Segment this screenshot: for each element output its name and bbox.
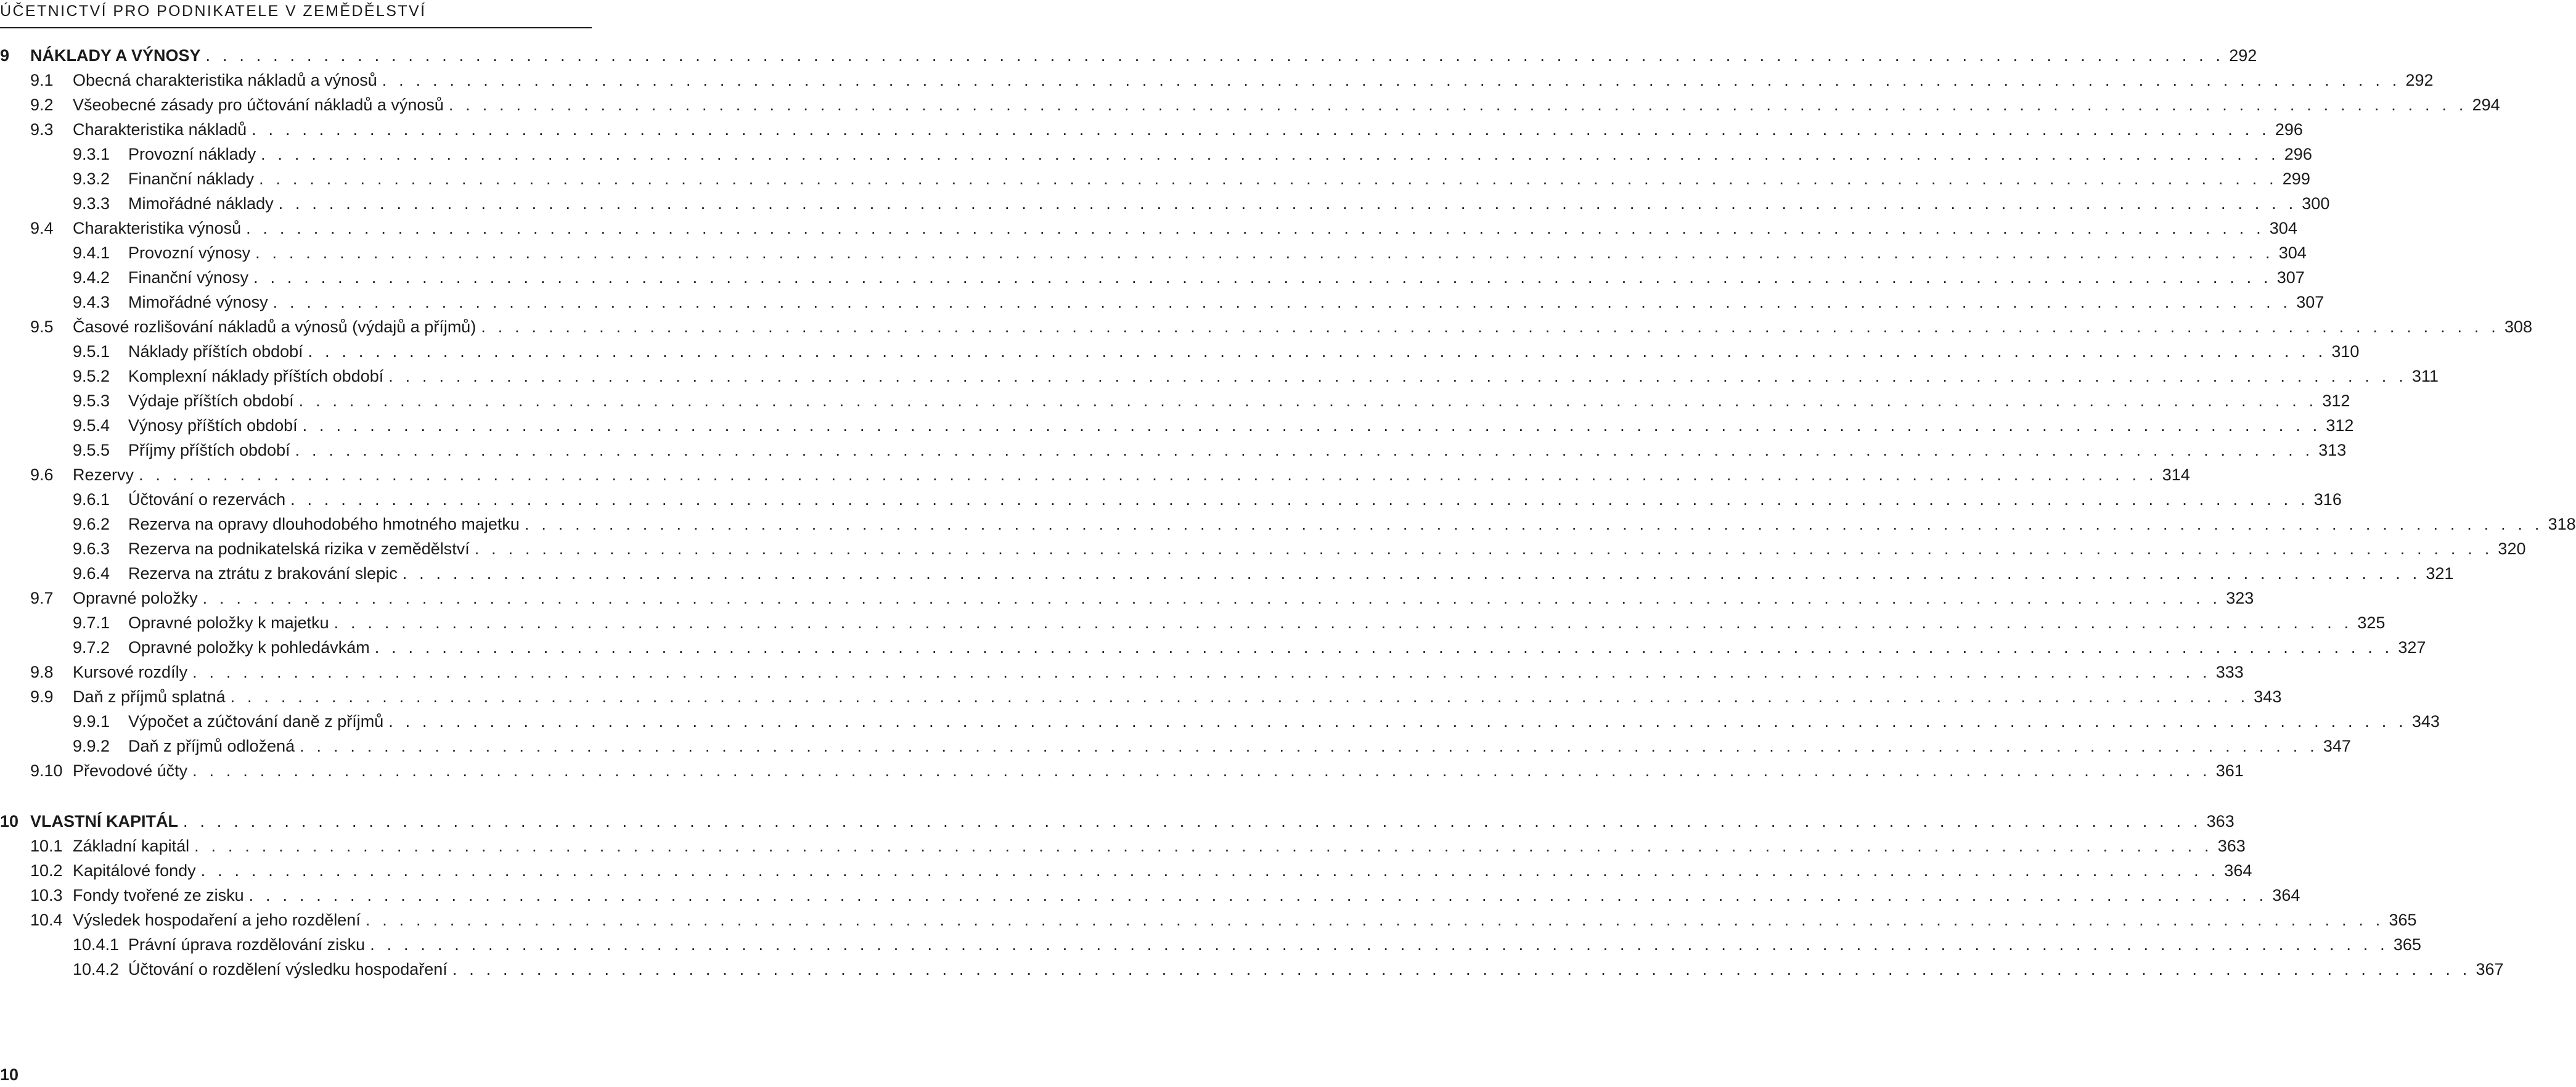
toc-entry-10-1 <box>0 834 2246 858</box>
toc-entry-9-4-1 <box>0 240 2307 265</box>
toc-entry-title: Rezerva na ztrátu z brakování slepic <box>128 564 398 583</box>
toc-entry-title: Náklady příštích období <box>128 342 303 361</box>
toc-entry-number: 9.6.3 <box>73 539 110 558</box>
dot-leader: . . . . . . . . . . . . . . . . . . . . . . . . . . . . . . . . . . . . . . . . . . . . . . . . . . . . . . . . . . . . . . . . . . . . . . . . . . . . . . . . . . . . . . . . . . . . . . . . . . . . . . . . . . . . . . . . . . . . . . . . <box>481 318 2500 336</box>
toc-entry-9-9 <box>0 684 2282 709</box>
toc-chapter-9 <box>0 43 2576 783</box>
toc-entry-page: 312 <box>2322 392 2350 410</box>
toc-entry-title: Účtování o rozdělení výsledku hospodaření <box>128 960 448 978</box>
toc-entry-page: 343 <box>2254 687 2282 706</box>
toc-entry-number: 9.9.2 <box>73 737 110 755</box>
toc-entry-10-4-1 <box>0 932 2421 957</box>
toc-entry-9-10 <box>0 758 2244 783</box>
toc-entry-9-5-1 <box>0 339 2360 364</box>
toc-entry-number: 9.9.1 <box>73 712 110 731</box>
toc-entry-9-9-2 <box>0 734 2351 758</box>
toc-entry-number: 9 <box>0 46 10 65</box>
dot-leader: . . . . . . . . . . . . . . . . . . . . . . . . . . . . . . . . . . . . . . . . . . . . . . . . . . . . . . . . . . . . . . . . . . . . . . . . . . . . . . . . . . . . . . . . . . . . . . . . . . . . . . . . . . . . . . . . . . . . . . . . <box>302 416 2321 435</box>
dot-leader: . . . . . . . . . . . . . . . . . . . . . . . . . . . . . . . . . . . . . . . . . . . . . . . . . . . . . . . . . . . . . . . . . . . . . . . . . . . . . . . . . . . . . . . . . . . . . . . . . . . . . . . . . . . . . . . . . . . . . . . . <box>278 194 2297 213</box>
dot-leader: . . . . . . . . . . . . . . . . . . . . . . . . . . . . . . . . . . . . . . . . . . . . . . . . . . . . . . . . . . . . . . . . . . . . . . . . . . . . . . . . . . . . . . . . . . . . . . . . . . . . . . . . . . . . . . . . . . . . . . . . <box>194 837 2213 855</box>
toc-entry-number: 9.3 <box>30 120 54 139</box>
toc-entry-9-7-1 <box>0 610 2386 635</box>
toc-entry-9-4-3 <box>0 290 2325 314</box>
dot-leader: . . . . . . . . . . . . . . . . . . . . . . . . . . . . . . . . . . . . . . . . . . . . . . . . . . . . . . . . . . . . . . . . . . . . . . . . . . . . . . . . . . . . . . . . . . . . . . . . . . . . . . . . . . . . . . . . . . . . . . . . <box>365 911 2384 929</box>
toc-entry-number: 9.6.4 <box>73 564 110 583</box>
toc-entry-number: 9.5.1 <box>73 342 110 361</box>
toc-entry-number: 9.6.1 <box>73 490 110 509</box>
toc-entry-9-6-3 <box>0 536 2526 561</box>
toc-entry-page: 363 <box>2206 812 2235 831</box>
dot-leader: . . . . . . . . . . . . . . . . . . . . . . . . . . . . . . . . . . . . . . . . . . . . . . . . . . . . . . . . . . . . . . . . . . . . . . . . . . . . . . . . . . . . . . . . . . . . . . . . . . . . . . . . . . . . . . . . . . . . . . . . <box>295 441 2314 459</box>
toc-entry-9-3-1 <box>0 142 2312 166</box>
toc-entry-page: 304 <box>2269 219 2297 237</box>
dot-leader: . . . . . . . . . . . . . . . . . . . . . . . . . . . . . . . . . . . . . . . . . . . . . . . . . . . . . . . . . . . . . . . . . . . . . . . . . . . . . . . . . . . . . . . . . . . . . . . . . . . . . . . . . . . . . . . . . . . . . . . . <box>474 539 2493 558</box>
toc-entry-page: 312 <box>2326 416 2354 435</box>
dot-leader: . . . . . . . . . . . . . . . . . . . . . . . . . . . . . . . . . . . . . . . . . . . . . . . . . . . . . . . . . . . . . . . . . . . . . . . . . . . . . . . . . . . . . . . . . . . . . . . . . . . . . . . . . . . . . . . . . . . . . . . . <box>370 935 2389 954</box>
toc-entry-9-3 <box>0 117 2303 142</box>
toc-entry-title: Opravné položky k majetku <box>128 613 329 632</box>
toc-entry-title: Finanční výnosy <box>128 268 249 287</box>
toc-entry-page: 333 <box>2215 663 2244 681</box>
toc-entry-chapter-9 <box>0 43 2257 68</box>
dot-leader: . . . . . . . . . . . . . . . . . . . . . . . . . . . . . . . . . . . . . . . . . . . . . . . . . . . . . . . . . . . . . . . . . . . . . . . . . . . . . . . . . . . . . . . . . . . . . . . . . . . . . . . . . . . . . . . . . . . . . . . . <box>259 170 2278 188</box>
toc-entry-page: 367 <box>2476 960 2504 978</box>
toc-entry-number: 9.2 <box>30 96 54 114</box>
toc-entry-page: 292 <box>2229 46 2257 65</box>
dot-leader: . . . . . . . . . . . . . . . . . . . . . . . . . . . . . . . . . . . . . . . . . . . . . . . . . . . . . . . . . . . . . . . . . . . . . . . . . . . . . . . . . . . . . . . . . . . . . . . . . . . . . . . . . . . . . . . . . . . . . . . . <box>290 490 2309 509</box>
toc-entry-page: 307 <box>2276 268 2305 287</box>
toc-entry-page: 320 <box>2498 539 2526 558</box>
toc-entry-number: 9.4.3 <box>73 293 110 311</box>
dot-leader: . . . . . . . . . . . . . . . . . . . . . . . . . . . . . . . . . . . . . . . . . . . . . . . . . . . . . . . . . . . . . . . . . . . . . . . . . . . . . . . . . . . . . . . . . . . . . . . . . . . . . . . . . . . . . . . . . . . . . . . . <box>205 46 2225 65</box>
toc-entry-number: 9.10 <box>30 761 63 780</box>
toc-entry-page: 299 <box>2282 170 2310 188</box>
dot-leader: . . . . . . . . . . . . . . . . . . . . . . . . . . . . . . . . . . . . . . . . . . . . . . . . . . . . . . . . . . . . . . . . . . . . . . . . . . . . . . . . . . . . . . . . . . . . . . . . . . . . . . . . . . . . . . . . . . . . . . . . <box>255 244 2274 262</box>
toc-entry-page: 296 <box>2284 145 2312 163</box>
dot-leader: . . . . . . . . . . . . . . . . . . . . . . . . . . . . . . . . . . . . . . . . . . . . . . . . . . . . . . . . . . . . . . . . . . . . . . . . . . . . . . . . . . . . . . . . . . . . . . . . . . . . . . . . . . . . . . . . . . . . . . . . <box>308 342 2327 361</box>
toc-entry-number: 9.7.2 <box>73 638 110 657</box>
dot-leader: . . . . . . . . . . . . . . . . . . . . . . . . . . . . . . . . . . . . . . . . . . . . . . . . . . . . . . . . . . . . . . . . . . . . . . . . . . . . . . . . . . . . . . . . . . . . . . . . . . . . . . . . . . . . . . . . . . . . . . . . <box>192 761 2211 780</box>
toc-entry-page: 327 <box>2398 638 2426 657</box>
toc-entry-title: Převodové účty <box>73 761 188 780</box>
dot-leader: . . . . . . . . . . . . . . . . . . . . . . . . . . . . . . . . . . . . . . . . . . . . . . . . . . . . . . . . . . . . . . . . . . . . . . . . . . . . . . . . . . . . . . . . . . . . . . . . . . . . . . . . . . . . . . . . . . . . . . . . <box>192 663 2211 681</box>
toc-chapter-10 <box>0 809 2504 982</box>
toc-entry-9-3-3 <box>0 191 2330 216</box>
toc-entry-9-5 <box>0 314 2533 339</box>
toc-entry-10-3 <box>0 883 2300 908</box>
toc-entry-title: Právní úprava rozdělování zisku <box>128 935 366 954</box>
toc-entry-title: Kursové rozdíly <box>73 663 188 681</box>
toc-entry-number: 10.4.1 <box>73 935 120 954</box>
toc-entry-page: 321 <box>2426 564 2454 583</box>
toc-entry-title: Charakteristika výnosů <box>73 219 242 237</box>
toc-entry-number: 9.9 <box>30 687 54 706</box>
dot-leader: . . . . . . . . . . . . . . . . . . . . . . . . . . . . . . . . . . . . . . . . . . . . . . . . . . . . . . . . . . . . . . . . . . . . . . . . . . . . . . . . . . . . . . . . . . . . . . . . . . . . . . . . . . . . . . . . . . . . . . . . <box>248 886 2268 904</box>
toc-entry-page: 365 <box>2389 911 2417 929</box>
toc-entry-title: Opravné položky k pohledávkám <box>128 638 370 657</box>
toc-entry-page: 323 <box>2226 589 2254 607</box>
toc-entry-9-4-2 <box>0 265 2305 290</box>
dot-leader: . . . . . . . . . . . . . . . . . . . . . . . . . . . . . . . . . . . . . . . . . . . . . . . . . . . . . . . . . . . . . . . . . . . . . . . . . . . . . . . . . . . . . . . . . . . . . . . . . . . . . . . . . . . . . . . . . . . . . . . . <box>183 812 2202 831</box>
toc-entry-title: Všeobecné zásady pro účtování nákladů a výnosů <box>73 96 444 114</box>
toc-entry-page: 310 <box>2331 342 2360 361</box>
toc-entry-title: Daň z příjmů odložená <box>128 737 295 755</box>
toc-entry-page: 365 <box>2393 935 2421 954</box>
dot-leader: . . . . . . . . . . . . . . . . . . . . . . . . . . . . . . . . . . . . . . . . . . . . . . . . . . . . . . . . . . . . . . . . . . . . . . . . . . . . . . . . . . . . . . . . . . . . . . . . . . . . . . . . . . . . . . . . . . . . . . . . <box>388 712 2407 731</box>
toc-entry-number: 9.4.2 <box>73 268 110 287</box>
toc-entry-number: 10.2 <box>30 861 63 880</box>
dot-leader: . . . . . . . . . . . . . . . . . . . . . . . . . . . . . . . . . . . . . . . . . . . . . . . . . . . . . . . . . . . . . . . . . . . . . . . . . . . . . . . . . . . . . . . . . . . . . . . . . . . . . . . . . . . . . . . . . . . . . . . . <box>524 515 2543 533</box>
toc-entry-10-2 <box>0 858 2252 883</box>
dot-leader: . . . . . . . . . . . . . . . . . . . . . . . . . . . . . . . . . . . . . . . . . . . . . . . . . . . . . . . . . . . . . . . . . . . . . . . . . . . . . . . . . . . . . . . . . . . . . . . . . . . . . . . . . . . . . . . . . . . . . . . . <box>272 293 2292 311</box>
toc-entry-9-7-2 <box>0 635 2426 660</box>
toc-entry-number: 10.3 <box>30 886 63 904</box>
toc-entry-title: Výnosy příštích období <box>128 416 298 435</box>
toc-entry-9-6 <box>0 462 2190 487</box>
toc-entry-10-4-2 <box>0 957 2504 982</box>
toc-entry-number: 9.7 <box>30 589 54 607</box>
toc-entry-title: Fondy tvořené ze zisku <box>73 886 244 904</box>
toc-entry-page: 292 <box>2405 71 2434 89</box>
toc-entry-9-5-5 <box>0 438 2347 462</box>
toc-entry-title: Časové rozlišování nákladů a výnosů (výdajů a příjmů) <box>73 318 476 336</box>
dot-leader: . . . . . . . . . . . . . . . . . . . . . . . . . . . . . . . . . . . . . . . . . . . . . . . . . . . . . . . . . . . . . . . . . . . . . . . . . . . . . . . . . . . . . . . . . . . . . . . . . . . . . . . . . . . . . . . . . . . . . . . . <box>374 638 2394 657</box>
toc-entry-chapter-10 <box>0 809 2235 834</box>
toc-entry-title: Opravné položky <box>73 589 198 607</box>
toc-entry-title: Rezerva na opravy dlouhodobého hmotného majetku <box>128 515 520 533</box>
dot-leader: . . . . . . . . . . . . . . . . . . . . . . . . . . . . . . . . . . . . . . . . . . . . . . . . . . . . . . . . . . . . . . . . . . . . . . . . . . . . . . . . . . . . . . . . . . . . . . . . . . . . . . . . . . . . . . . . . . . . . . . . <box>402 564 2421 583</box>
toc-entry-number: 10.1 <box>30 837 63 855</box>
toc-entry-title: Provozní náklady <box>128 145 256 163</box>
toc-entry-9-6-1 <box>0 487 2342 512</box>
toc-entry-page: 364 <box>2224 861 2252 880</box>
toc-entry-title: Rezervy <box>73 466 134 484</box>
dot-leader: . . . . . . . . . . . . . . . . . . . . . . . . . . . . . . . . . . . . . . . . . . . . . . . . . . . . . . . . . . . . . . . . . . . . . . . . . . . . . . . . . . . . . . . . . . . . . . . . . . . . . . . . . . . . . . . . . . . . . . . . <box>261 145 2280 163</box>
toc-entry-page: 325 <box>2357 613 2386 632</box>
toc-entry-page: 313 <box>2318 441 2347 459</box>
toc-entry-number: 9.5.4 <box>73 416 110 435</box>
toc-entry-title: Základní kapitál <box>73 837 190 855</box>
toc-entry-page: 304 <box>2278 244 2307 262</box>
toc-entry-page: 364 <box>2272 886 2300 904</box>
toc-entry-title: Výpočet a zúčtování daně z příjmů <box>128 712 384 731</box>
toc-entry-page: 347 <box>2323 737 2351 755</box>
toc-entry-10-4 <box>0 908 2417 932</box>
dot-leader: . . . . . . . . . . . . . . . . . . . . . . . . . . . . . . . . . . . . . . . . . . . . . . . . . . . . . . . . . . . . . . . . . . . . . . . . . . . . . . . . . . . . . . . . . . . . . . . . . . . . . . . . . . . . . . . . . . . . . . . . <box>253 268 2272 287</box>
toc-entry-title: Daň z příjmů splatná <box>73 687 226 706</box>
toc-entry-page: 300 <box>2302 194 2330 213</box>
toc-entry-number: 9.4 <box>30 219 54 237</box>
toc-entry-title: VLASTNÍ KAPITÁL <box>30 812 178 831</box>
dot-leader: . . . . . . . . . . . . . . . . . . . . . . . . . . . . . . . . . . . . . . . . . . . . . . . . . . . . . . . . . . . . . . . . . . . . . . . . . . . . . . . . . . . . . . . . . . . . . . . . . . . . . . . . . . . . . . . . . . . . . . . . <box>388 367 2407 385</box>
toc-entry-page: 361 <box>2215 761 2244 780</box>
table-of-contents <box>0 43 2576 982</box>
toc-entry-9-7 <box>0 586 2254 610</box>
dot-leader: . . . . . . . . . . . . . . . . . . . . . . . . . . . . . . . . . . . . . . . . . . . . . . . . . . . . . . . . . . . . . . . . . . . . . . . . . . . . . . . . . . . . . . . . . . . . . . . . . . . . . . . . . . . . . . . . . . . . . . . . <box>452 960 2471 978</box>
toc-entry-number: 9.3.2 <box>73 170 110 188</box>
toc-entry-page: 363 <box>2217 837 2246 855</box>
toc-entry-page: 307 <box>2296 293 2325 311</box>
toc-entry-number: 9.3.1 <box>73 145 110 163</box>
dot-leader: . . . . . . . . . . . . . . . . . . . . . . . . . . . . . . . . . . . . . . . . . . . . . . . . . . . . . . . . . . . . . . . . . . . . . . . . . . . . . . . . . . . . . . . . . . . . . . . . . . . . . . . . . . . . . . . . . . . . . . . . <box>300 737 2318 755</box>
toc-entry-number: 9.1 <box>30 71 54 89</box>
toc-entry-9-5-3 <box>0 388 2350 413</box>
toc-entry-title: Účtování o rezervách <box>128 490 286 509</box>
dot-leader: . . . . . . . . . . . . . . . . . . . . . . . . . . . . . . . . . . . . . . . . . . . . . . . . . . . . . . . . . . . . . . . . . . . . . . . . . . . . . . . . . . . . . . . . . . . . . . . . . . . . . . . . . . . . . . . . . . . . . . . . <box>333 613 2353 632</box>
toc-entry-number: 9.5.2 <box>73 367 110 385</box>
toc-entry-number: 9.3.3 <box>73 194 110 213</box>
header-rule <box>0 27 592 28</box>
toc-entry-title: Charakteristika nákladů <box>73 120 247 139</box>
toc-entry-number: 9.4.1 <box>73 244 110 262</box>
toc-entry-number: 9.5 <box>30 318 54 336</box>
page-number: 10 <box>0 1065 19 1084</box>
dot-leader: . . . . . . . . . . . . . . . . . . . . . . . . . . . . . . . . . . . . . . . . . . . . . . . . . . . . . . . . . . . . . . . . . . . . . . . . . . . . . . . . . . . . . . . . . . . . . . . . . . . . . . . . . . . . . . . . . . . . . . . . <box>202 589 2222 607</box>
toc-entry-9-1 <box>0 68 2434 92</box>
toc-entry-9-9-1 <box>0 709 2440 734</box>
toc-entry-9-2 <box>0 92 2500 117</box>
toc-entry-9-4 <box>0 216 2297 240</box>
toc-entry-number: 9.5.5 <box>73 441 110 459</box>
toc-entry-page: 343 <box>2411 712 2440 731</box>
dot-leader: . . . . . . . . . . . . . . . . . . . . . . . . . . . . . . . . . . . . . . . . . . . . . . . . . . . . . . . . . . . . . . . . . . . . . . . . . . . . . . . . . . . . . . . . . . . . . . . . . . . . . . . . . . . . . . . . . . . . . . . . <box>139 466 2157 484</box>
dot-leader: . . . . . . . . . . . . . . . . . . . . . . . . . . . . . . . . . . . . . . . . . . . . . . . . . . . . . . . . . . . . . . . . . . . . . . . . . . . . . . . . . . . . . . . . . . . . . . . . . . . . . . . . . . . . . . . . . . . . . . . . <box>298 392 2318 410</box>
toc-entry-number: 9.6.2 <box>73 515 110 533</box>
toc-entry-9-6-2 <box>0 512 2576 536</box>
running-header: ÚČETNICTVÍ PRO PODNIKATELE V ZEMĚDĚLSTVÍ <box>0 2 427 20</box>
dot-leader: . . . . . . . . . . . . . . . . . . . . . . . . . . . . . . . . . . . . . . . . . . . . . . . . . . . . . . . . . . . . . . . . . . . . . . . . . . . . . . . . . . . . . . . . . . . . . . . . . . . . . . . . . . . . . . . . . . . . . . . . <box>246 219 2265 237</box>
toc-entry-number: 9.6 <box>30 466 54 484</box>
toc-entry-title: Mimořádné výnosy <box>128 293 268 311</box>
dot-leader: . . . . . . . . . . . . . . . . . . . . . . . . . . . . . . . . . . . . . . . . . . . . . . . . . . . . . . . . . . . . . . . . . . . . . . . . . . . . . . . . . . . . . . . . . . . . . . . . . . . . . . . . . . . . . . . . . . . . . . . . <box>200 861 2220 880</box>
dot-leader: . . . . . . . . . . . . . . . . . . . . . . . . . . . . . . . . . . . . . . . . . . . . . . . . . . . . . . . . . . . . . . . . . . . . . . . . . . . . . . . . . . . . . . . . . . . . . . . . . . . . . . . . . . . . . . . . . . . . . . . . <box>382 71 2401 89</box>
toc-entry-title: Finanční náklady <box>128 170 255 188</box>
toc-entry-number: 10.4.2 <box>73 960 120 978</box>
toc-entry-title: Obecná charakteristika nákladů a výnosů <box>73 71 377 89</box>
toc-entry-9-3-2 <box>0 166 2310 191</box>
toc-entry-9-8 <box>0 660 2244 684</box>
toc-entry-number: 9.7.1 <box>73 613 110 632</box>
toc-entry-title: Výsledek hospodaření a jeho rozdělení <box>73 911 361 929</box>
toc-entry-number: 9.5.3 <box>73 392 110 410</box>
toc-entry-title: Příjmy příštích období <box>128 441 290 459</box>
toc-entry-title: Komplexní náklady příštích období <box>128 367 384 385</box>
toc-entry-number: 10 <box>0 812 19 831</box>
toc-entry-title: Výdaje příštích období <box>128 392 294 410</box>
toc-entry-title: Rezerva na podnikatelská rizika v zemědělství <box>128 539 470 558</box>
toc-entry-page: 308 <box>2504 318 2533 336</box>
dot-leader: . . . . . . . . . . . . . . . . . . . . . . . . . . . . . . . . . . . . . . . . . . . . . . . . . . . . . . . . . . . . . . . . . . . . . . . . . . . . . . . . . . . . . . . . . . . . . . . . . . . . . . . . . . . . . . . . . . . . . . . . <box>448 96 2468 114</box>
toc-entry-page: 296 <box>2275 120 2303 139</box>
toc-entry-page: 318 <box>2548 515 2576 533</box>
toc-entry-page: 311 <box>2411 367 2439 385</box>
toc-entry-9-6-4 <box>0 561 2454 586</box>
toc-entry-title: Mimořádné náklady <box>128 194 274 213</box>
toc-entry-9-5-4 <box>0 413 2354 438</box>
toc-entry-9-5-2 <box>0 364 2439 388</box>
toc-entry-page: 294 <box>2472 96 2500 114</box>
toc-entry-page: 316 <box>2313 490 2342 509</box>
toc-entry-page: 314 <box>2162 466 2190 484</box>
toc-entry-title: Kapitálové fondy <box>73 861 196 880</box>
dot-leader: . . . . . . . . . . . . . . . . . . . . . . . . . . . . . . . . . . . . . . . . . . . . . . . . . . . . . . . . . . . . . . . . . . . . . . . . . . . . . . . . . . . . . . . . . . . . . . . . . . . . . . . . . . . . . . . . . . . . . . . . <box>251 120 2270 139</box>
toc-entry-title: NÁKLADY A VÝNOSY <box>30 46 201 65</box>
toc-entry-number: 9.8 <box>30 663 54 681</box>
dot-leader: . . . . . . . . . . . . . . . . . . . . . . . . . . . . . . . . . . . . . . . . . . . . . . . . . . . . . . . . . . . . . . . . . . . . . . . . . . . . . . . . . . . . . . . . . . . . . . . . . . . . . . . . . . . . . . . . . . . . . . . . <box>230 687 2249 706</box>
toc-entry-number: 10.4 <box>30 911 63 929</box>
toc-entry-title: Provozní výnosy <box>128 244 251 262</box>
